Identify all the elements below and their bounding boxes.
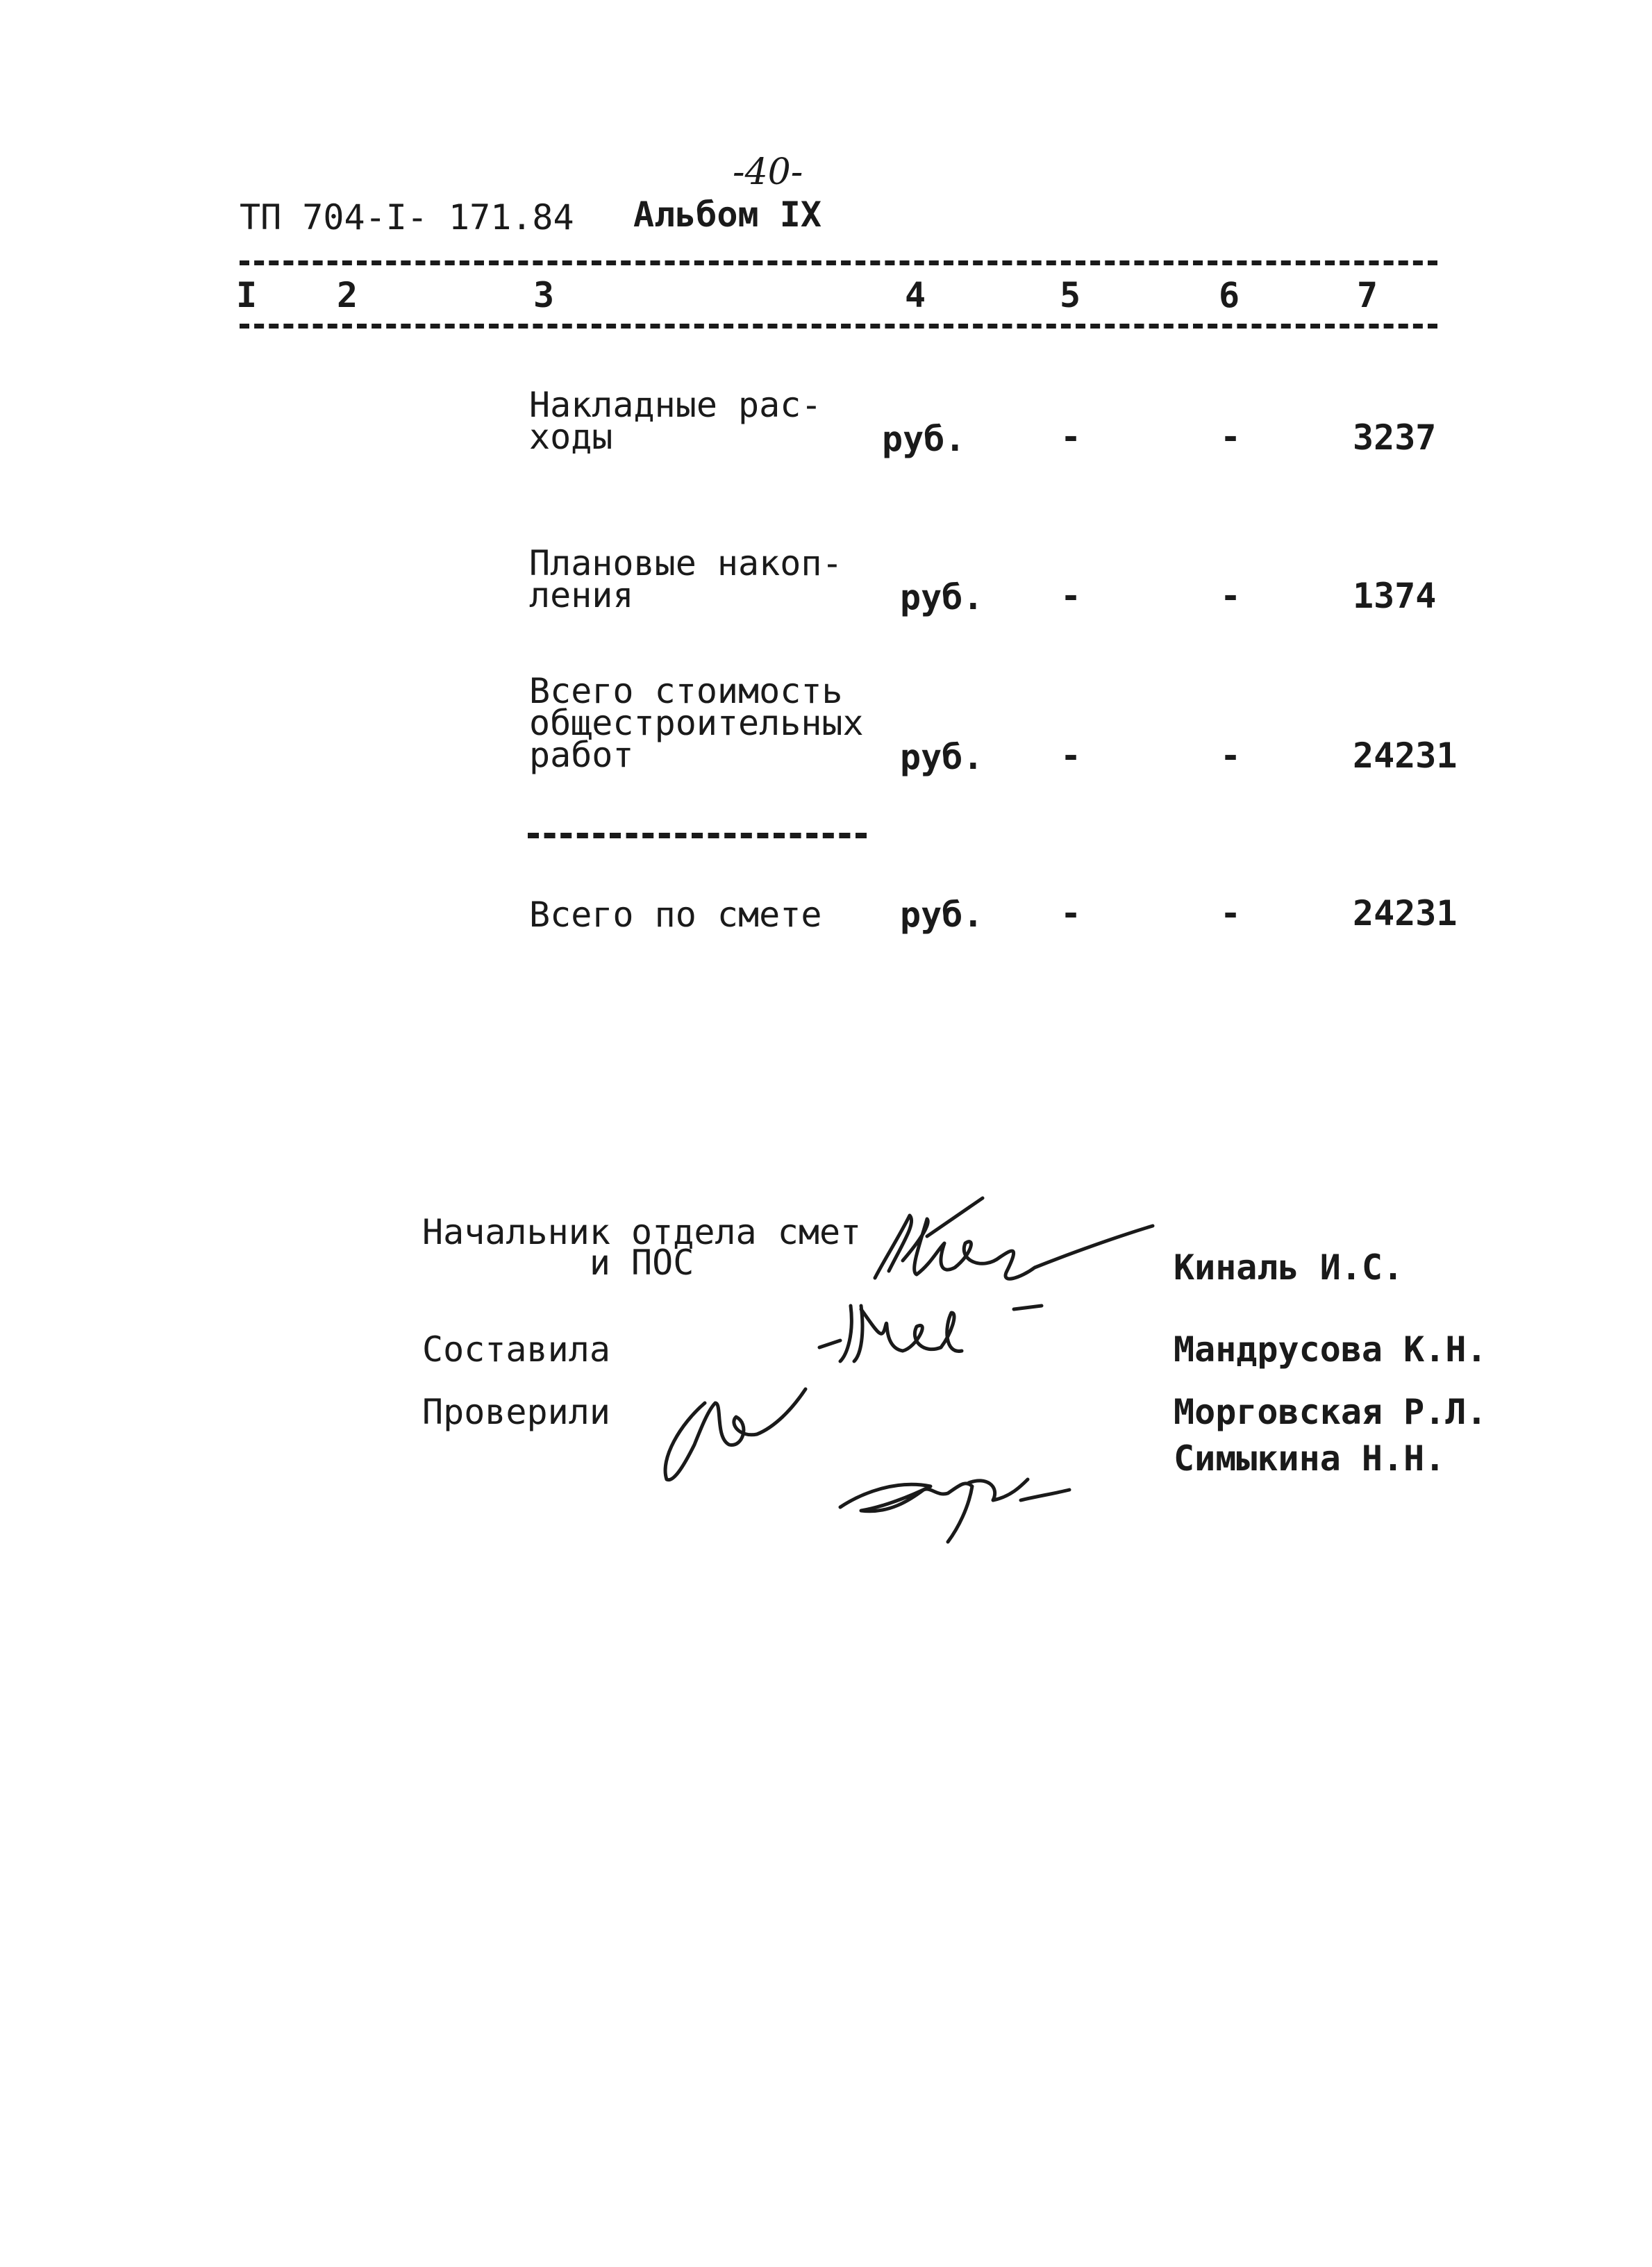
document-code: ТП 704-I- 171.84 xyxy=(240,197,574,238)
row-name-line: Накладные рас- xyxy=(529,385,822,425)
checked-name-2: Симыкина Н.Н. xyxy=(1174,1438,1446,1479)
signature-head xyxy=(861,1195,1167,1292)
role-line: Начальник отдела смет xyxy=(422,1212,862,1252)
signature-compiled xyxy=(812,1292,1062,1375)
row-value: 24231 xyxy=(1353,736,1458,776)
row-name-line: ления xyxy=(529,575,634,615)
total-label: Всего по смете xyxy=(529,895,822,935)
row-unit: руб. xyxy=(900,577,984,617)
head-role xyxy=(422,1212,862,1283)
table-top-rule xyxy=(240,260,1437,265)
total-unit: руб. xyxy=(900,895,984,935)
row-col5-dash: - xyxy=(1060,417,1082,457)
total-col6-dash: - xyxy=(1220,893,1242,933)
row-col6-dash: - xyxy=(1220,736,1242,776)
row-name-line: Всего стоимость xyxy=(529,671,843,711)
column-number-3: 3 xyxy=(533,275,555,315)
row-name-line: ходы xyxy=(529,417,613,457)
head-name: Киналь И.С. xyxy=(1174,1247,1404,1288)
row-name-line: Плановые накоп- xyxy=(529,543,843,583)
compiled-name: Мандрусова К.Н. xyxy=(1174,1329,1487,1370)
column-number-2: 2 xyxy=(337,275,358,315)
row-name-line: общестроительных xyxy=(529,703,864,743)
row-unit: руб. xyxy=(900,737,984,777)
row-col5-dash: - xyxy=(1060,736,1082,776)
row-col5-dash: - xyxy=(1060,576,1082,616)
row-col6-dash: - xyxy=(1220,417,1242,457)
total-col5-dash: - xyxy=(1060,893,1082,933)
row-name xyxy=(529,671,864,775)
signature-checked-2 xyxy=(826,1431,1076,1549)
role-line: и ПОС xyxy=(589,1243,694,1283)
row-name xyxy=(529,385,822,457)
column-number-5: 5 xyxy=(1060,275,1081,315)
table-header-rule xyxy=(240,324,1437,329)
row-value: 1374 xyxy=(1353,576,1437,616)
total-value: 24231 xyxy=(1353,893,1458,933)
row-col6-dash: - xyxy=(1220,576,1242,616)
signature-checked-1 xyxy=(653,1361,812,1486)
row-value: 3237 xyxy=(1353,417,1437,458)
column-number-4: 4 xyxy=(905,275,926,315)
column-number-7: 7 xyxy=(1357,275,1378,315)
row-name-line: работ xyxy=(529,735,634,775)
page-number: -40- xyxy=(733,151,803,193)
compiled-role: Составила xyxy=(422,1329,610,1370)
column-number-1: I xyxy=(236,275,258,315)
column-number-6: 6 xyxy=(1219,275,1240,315)
checked-name-1: Морговская Р.Л. xyxy=(1174,1392,1487,1432)
album-label: Альбом IX xyxy=(633,194,821,235)
row-unit: руб. xyxy=(882,419,966,459)
total-separator-rule xyxy=(528,833,867,838)
row-name xyxy=(529,543,843,615)
checked-role: Проверили xyxy=(422,1392,610,1432)
